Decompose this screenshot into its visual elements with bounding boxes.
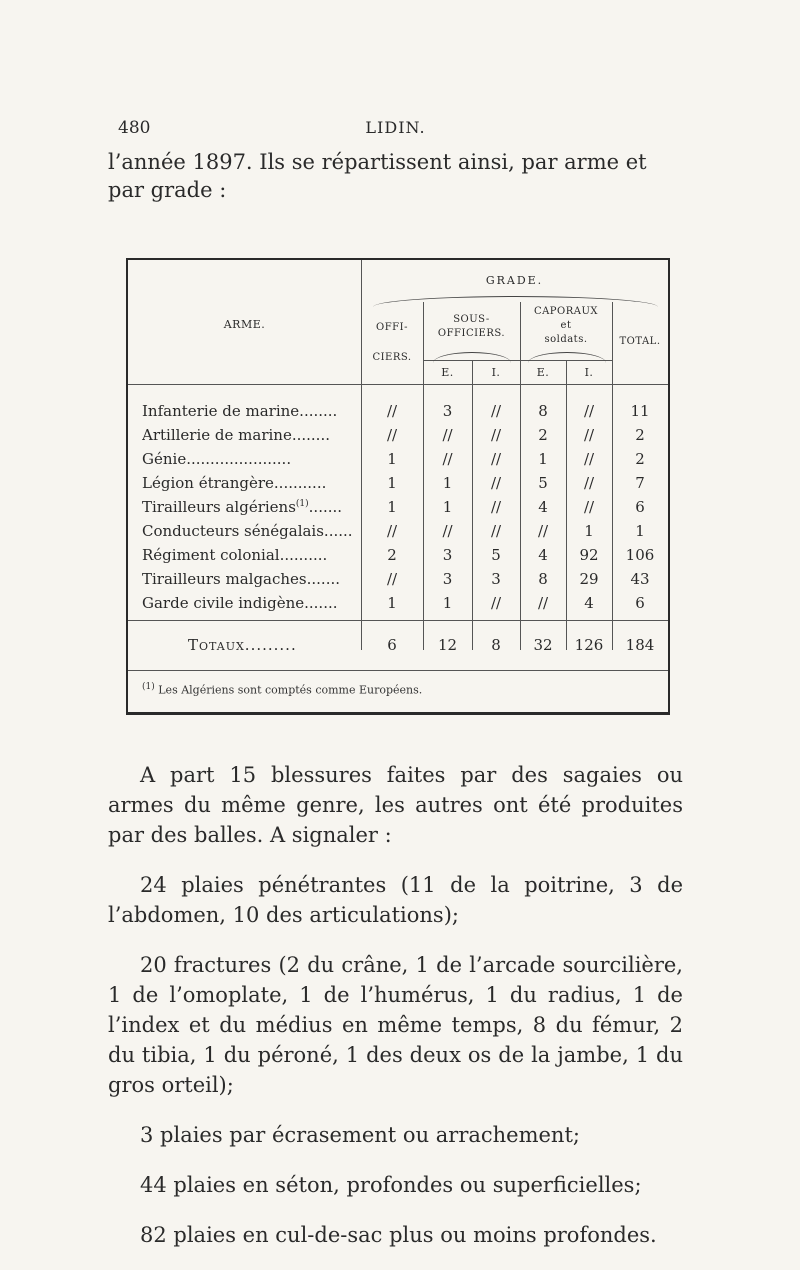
table-row: Conducteurs sénégalais...... // // // // 1 1: [142, 522, 645, 540]
body-text: [108, 760, 683, 1270]
paragraph: 20 fractures (2 du crâne, 1 de l’arcade sourcilière, 1 de l’omoplate, 1 de l’humérus, 1 du radius, 1 de l’index et du médius en même temps, 8 du fémur, 2 du tibia, 1 du péroné, 1 des deux os de la jambe, 1 du gros orteil);: [108, 953, 683, 1097]
header-cap-i: I.: [584, 366, 594, 379]
header-so-i: I.: [491, 366, 501, 379]
header-so-e: E.: [441, 366, 454, 379]
page-number: 480: [118, 118, 151, 138]
header-total: TOTAL.: [619, 336, 661, 347]
header-officiers-2: CIERS.: [372, 352, 412, 363]
table-row: Garde civile indigène....... 1 1 // // 4 6: [142, 594, 645, 612]
header-sous-officiers-2: OFFICIERS.: [437, 328, 506, 339]
table-row: Légion étrangère........... 1 1 // 5 // 7: [142, 474, 645, 492]
table-row: Artillerie de marine........ // // // 2 // 2: [142, 426, 645, 444]
header-caporaux-3: soldats.: [544, 334, 588, 345]
paragraph: 24 plaies pénétrantes (11 de la poitrine, 3 de l’abdomen, 10 des articulations);: [108, 873, 683, 927]
table-row: Régiment colonial.......... 2 3 5 4 92 106: [142, 546, 655, 564]
running-title: LIDIN.: [365, 118, 426, 137]
header-caporaux-1: CAPORAUX: [533, 306, 599, 317]
casualty-table: [126, 258, 670, 715]
footnote-ref: (1): [295, 499, 309, 509]
table-footnote: $^{(1)}$ Les Algériens sont comptés comme Européens.: [142, 682, 423, 697]
header-officiers-1: OFFI-: [376, 322, 408, 333]
paragraph: 82 plaies en cul-de-sac plus ou moins profondes.: [140, 1223, 657, 1247]
table-row: Génie...................... 1 // // 1 // 2: [142, 450, 645, 468]
header-grade: GRADE.: [485, 274, 544, 287]
page-header: [118, 118, 673, 140]
paragraph: 44 plaies en séton, profondes ou superficielles;: [140, 1173, 642, 1197]
paragraph: A part 15 blessures faites par des sagaies ou armes du même genre, les autres ont été produites par des balles. A signaler :: [108, 763, 683, 847]
header-arme: ARME.: [223, 318, 266, 331]
paragraph: 3 plaies par écrasement ou arrachement;: [140, 1123, 580, 1147]
header-sous-officiers-1: SOUS-: [453, 314, 490, 325]
table-row: Infanterie de marine........ // 3 // 8 // 11: [142, 402, 650, 420]
header-cap-e: E.: [536, 366, 550, 379]
totals-row: Totaux......... 6 12 8 32 126 184: [188, 636, 655, 654]
table-row: Tirailleurs algériens$^{(1)}$....... 1 1 // 4 // 6: [142, 498, 645, 516]
intro-text: l’année 1897. Ils se répartissent ainsi, par arme et par grade :: [108, 150, 647, 202]
header-caporaux-2: et: [560, 320, 572, 331]
table-row: Tirailleurs malgaches....... // 3 3 8 29 43: [142, 570, 650, 588]
